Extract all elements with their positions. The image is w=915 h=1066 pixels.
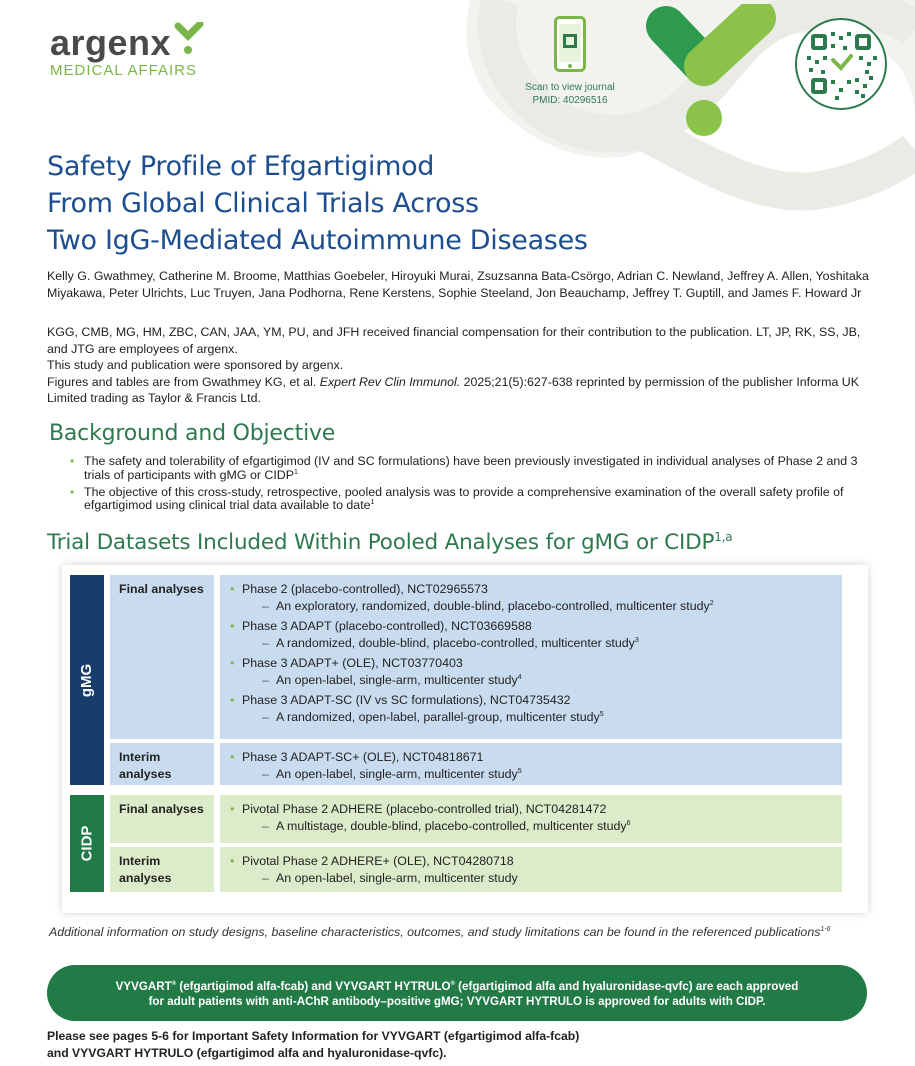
- background-bullets: [70, 455, 870, 516]
- trial-name: • Phase 3 ADAPT (placebo-controlled), NCT03669588: [242, 619, 532, 633]
- cidp-label: CIDP: [78, 825, 96, 862]
- cidp-side-label: [70, 795, 104, 892]
- logo-subtitle: MEDICAL AFFAIRS: [50, 62, 197, 79]
- trial-desc-text: An open-label, single-arm, multicenter study: [276, 871, 518, 885]
- disclosures: [47, 324, 877, 407]
- isi-reference: [47, 1028, 847, 1062]
- approval-text: [116, 976, 799, 1011]
- bullet-text: The safety and tolerability of efgartigimod (IV and SC formulations) have been previously investigated in individual analyses of Phase 2 and 3 trials of participants with gMG or CIDP: [84, 454, 858, 482]
- trial-entry: [228, 692, 834, 726]
- trial-ref: 5: [517, 767, 522, 775]
- gmg-side-label: [70, 575, 104, 785]
- trial-name: • Pivotal Phase 2 ADHERE (placebo-controlled trial), NCT04281472: [242, 802, 607, 816]
- additional-info-note: [49, 924, 849, 941]
- background-bullet-1: [70, 455, 870, 483]
- figures-credit: [47, 374, 877, 407]
- trial-description: [242, 672, 834, 689]
- approval-part1: VYVGART: [115, 979, 172, 993]
- cidp-interim-list: [220, 847, 842, 892]
- trial-entry: [228, 853, 834, 887]
- note-text: Additional information on study designs, baseline characteristics, outcomes, and study limitations can be found in the referenced publications: [49, 925, 821, 939]
- trial-description: [242, 818, 834, 835]
- scan-pmid: PMID: 40296516: [532, 95, 608, 106]
- bullet-text: The objective of this cross-study, retrospective, pooled analysis was to provide a comprehensive examination of the overall safety profile of efgartigimod using clinical trial data available to date: [84, 484, 844, 513]
- trial-entry: [228, 618, 834, 652]
- approval-banner: [47, 965, 867, 1021]
- trial-description: [242, 709, 834, 726]
- trial-desc-text: A multistage, double-blind, placebo-controlled, multicenter study: [276, 819, 627, 833]
- approval-part2: (efgartigimod alfa-fcab) and VYVGART HYTRULO: [176, 979, 451, 993]
- trial-description: [242, 635, 834, 652]
- qr-code[interactable]: [795, 18, 887, 110]
- cidp-group: [70, 795, 860, 892]
- trial-ref: 4: [517, 673, 522, 681]
- approval-part3: (efgartigimod alfa and hyaluronidase-qvfc) are each approved: [454, 979, 799, 993]
- trial-name: • Phase 3 ADAPT-SC (IV vs SC formulations), NCT04735432: [242, 693, 571, 707]
- sponsor-statement: This study and publication were sponsored by argenx.: [47, 358, 344, 372]
- trial-ref: 3: [634, 636, 639, 644]
- registered-mark-1: ®: [171, 980, 177, 987]
- trial-desc-text: A randomized, open-label, parallel-group, multicenter study: [276, 710, 600, 724]
- title-line-1: Safety Profile of Efgartigimod: [47, 151, 435, 182]
- trial-heading-text: Trial Datasets Included Within Pooled Analyses for gMG or CIDP: [47, 530, 715, 556]
- trial-desc-text: A randomized, double-blind, placebo-controlled, multicenter study: [276, 636, 635, 650]
- trial-entry: [228, 801, 834, 835]
- argenx-logo: [50, 22, 206, 79]
- gmg-group: [70, 575, 860, 785]
- trial-description: [242, 766, 834, 783]
- gmg-final-label: Final analyses: [110, 575, 214, 739]
- bullet-ref: 1: [370, 499, 375, 507]
- trial-entry: [228, 581, 834, 615]
- bullet-ref: 1: [294, 468, 298, 476]
- gmg-interim-list: [220, 743, 842, 785]
- scan-caption-line1: Scan to view journal: [525, 82, 615, 93]
- gmg-interim-label: Interim analyses: [110, 743, 214, 785]
- approval-line2: for adult patients with anti-AChR antibody–positive gMG; VYVGART HYTRULO is approved for adults with CIDP.: [148, 995, 766, 1009]
- phone-scan-icon: [554, 16, 586, 72]
- brand-check-mark-icon: [644, 4, 784, 140]
- logo-check-icon: [172, 22, 206, 58]
- trial-desc-text: An exploratory, randomized, double-blind, placebo-controlled, multicenter study: [276, 599, 710, 613]
- trial-name: • Phase 2 (placebo-controlled), NCT02965573: [242, 582, 488, 596]
- figures-credit-prefix: Figures and tables are from Gwathmey KG, et al.: [47, 374, 320, 389]
- journal-name: Expert Rev Clin Immunol.: [319, 374, 461, 389]
- registered-mark-2: ®: [450, 980, 455, 987]
- figures-credit-suffix: 2025;21(5):627-638 reprinted by permission of the publisher Informa UK Limited trading as Taylor & Francis Ltd.: [47, 374, 859, 405]
- scan-caption: [510, 81, 630, 107]
- trial-heading-sup: 1,a: [714, 530, 733, 544]
- trial-name: • Pivotal Phase 2 ADHERE+ (OLE), NCT04280718: [242, 854, 514, 868]
- trial-desc-text: An open-label, single-arm, multicenter study: [276, 673, 518, 687]
- trial-entry: [228, 749, 834, 783]
- cidp-interim-label: Interim analyses: [110, 847, 214, 892]
- trial-description: [242, 598, 834, 615]
- cidp-final-label: Final analyses: [110, 795, 214, 843]
- trial-entry: [228, 655, 834, 689]
- trial-datasets-table: [62, 565, 868, 913]
- trial-desc-text: An open-label, single-arm, multicenter study: [276, 767, 518, 781]
- author-list: Kelly G. Gwathmey, Catherine M. Broome, Matthias Goebeler, Hiroyuki Murai, Zsuzsanna Bata-Csörgo, Adrian C. Newland, Jeffrey A. Allen, Yoshitaka Miyakawa, Peter Ulrichts, Luc Truyen, Jana Podhorna, Rene Kerstens, Sophie Steeland, Jon Beauchamp, Jeffrey T. Guptill, and James F. Howard Jr: [47, 269, 869, 300]
- title-line-3: Two IgG-Mediated Autoimmune Diseases: [47, 225, 588, 256]
- page-title: [47, 148, 588, 259]
- isi-line2: and VYVGART HYTRULO (efgartigimod alfa and hyaluronidase-qvfc).: [47, 1046, 447, 1060]
- gmg-final-list: [220, 575, 842, 739]
- trial-ref: 5: [599, 710, 604, 718]
- compensation-disclosure: KGG, CMB, MG, HM, ZBC, CAN, JAA, YM, PU, and JFH received financial compensation for their contribution to the publication. LT, JP, RK, SS, JB, and JTG are employees of argenx.: [47, 325, 861, 356]
- trial-ref: 6: [626, 819, 631, 827]
- note-ref: 1-6: [820, 925, 831, 933]
- logo-wordmark: argenx: [50, 22, 172, 63]
- trial-datasets-heading: [47, 530, 732, 555]
- title-line-2: From Global Clinical Trials Across: [47, 188, 479, 219]
- trial-name: • Phase 3 ADAPT+ (OLE), NCT03770403: [242, 656, 463, 670]
- background-heading: Background and Objective: [49, 421, 336, 446]
- trial-name: • Phase 3 ADAPT-SC+ (OLE), NCT04818671: [242, 750, 484, 764]
- cidp-final-list: [220, 795, 842, 843]
- trial-ref: 2: [709, 599, 714, 607]
- trial-description: [242, 870, 834, 887]
- isi-line1: Please see pages 5-6 for Important Safety Information for VYVGART (efgartigimod alfa-fcab): [47, 1029, 580, 1043]
- background-bullet-2: [70, 486, 870, 514]
- gmg-label: gMG: [78, 663, 96, 697]
